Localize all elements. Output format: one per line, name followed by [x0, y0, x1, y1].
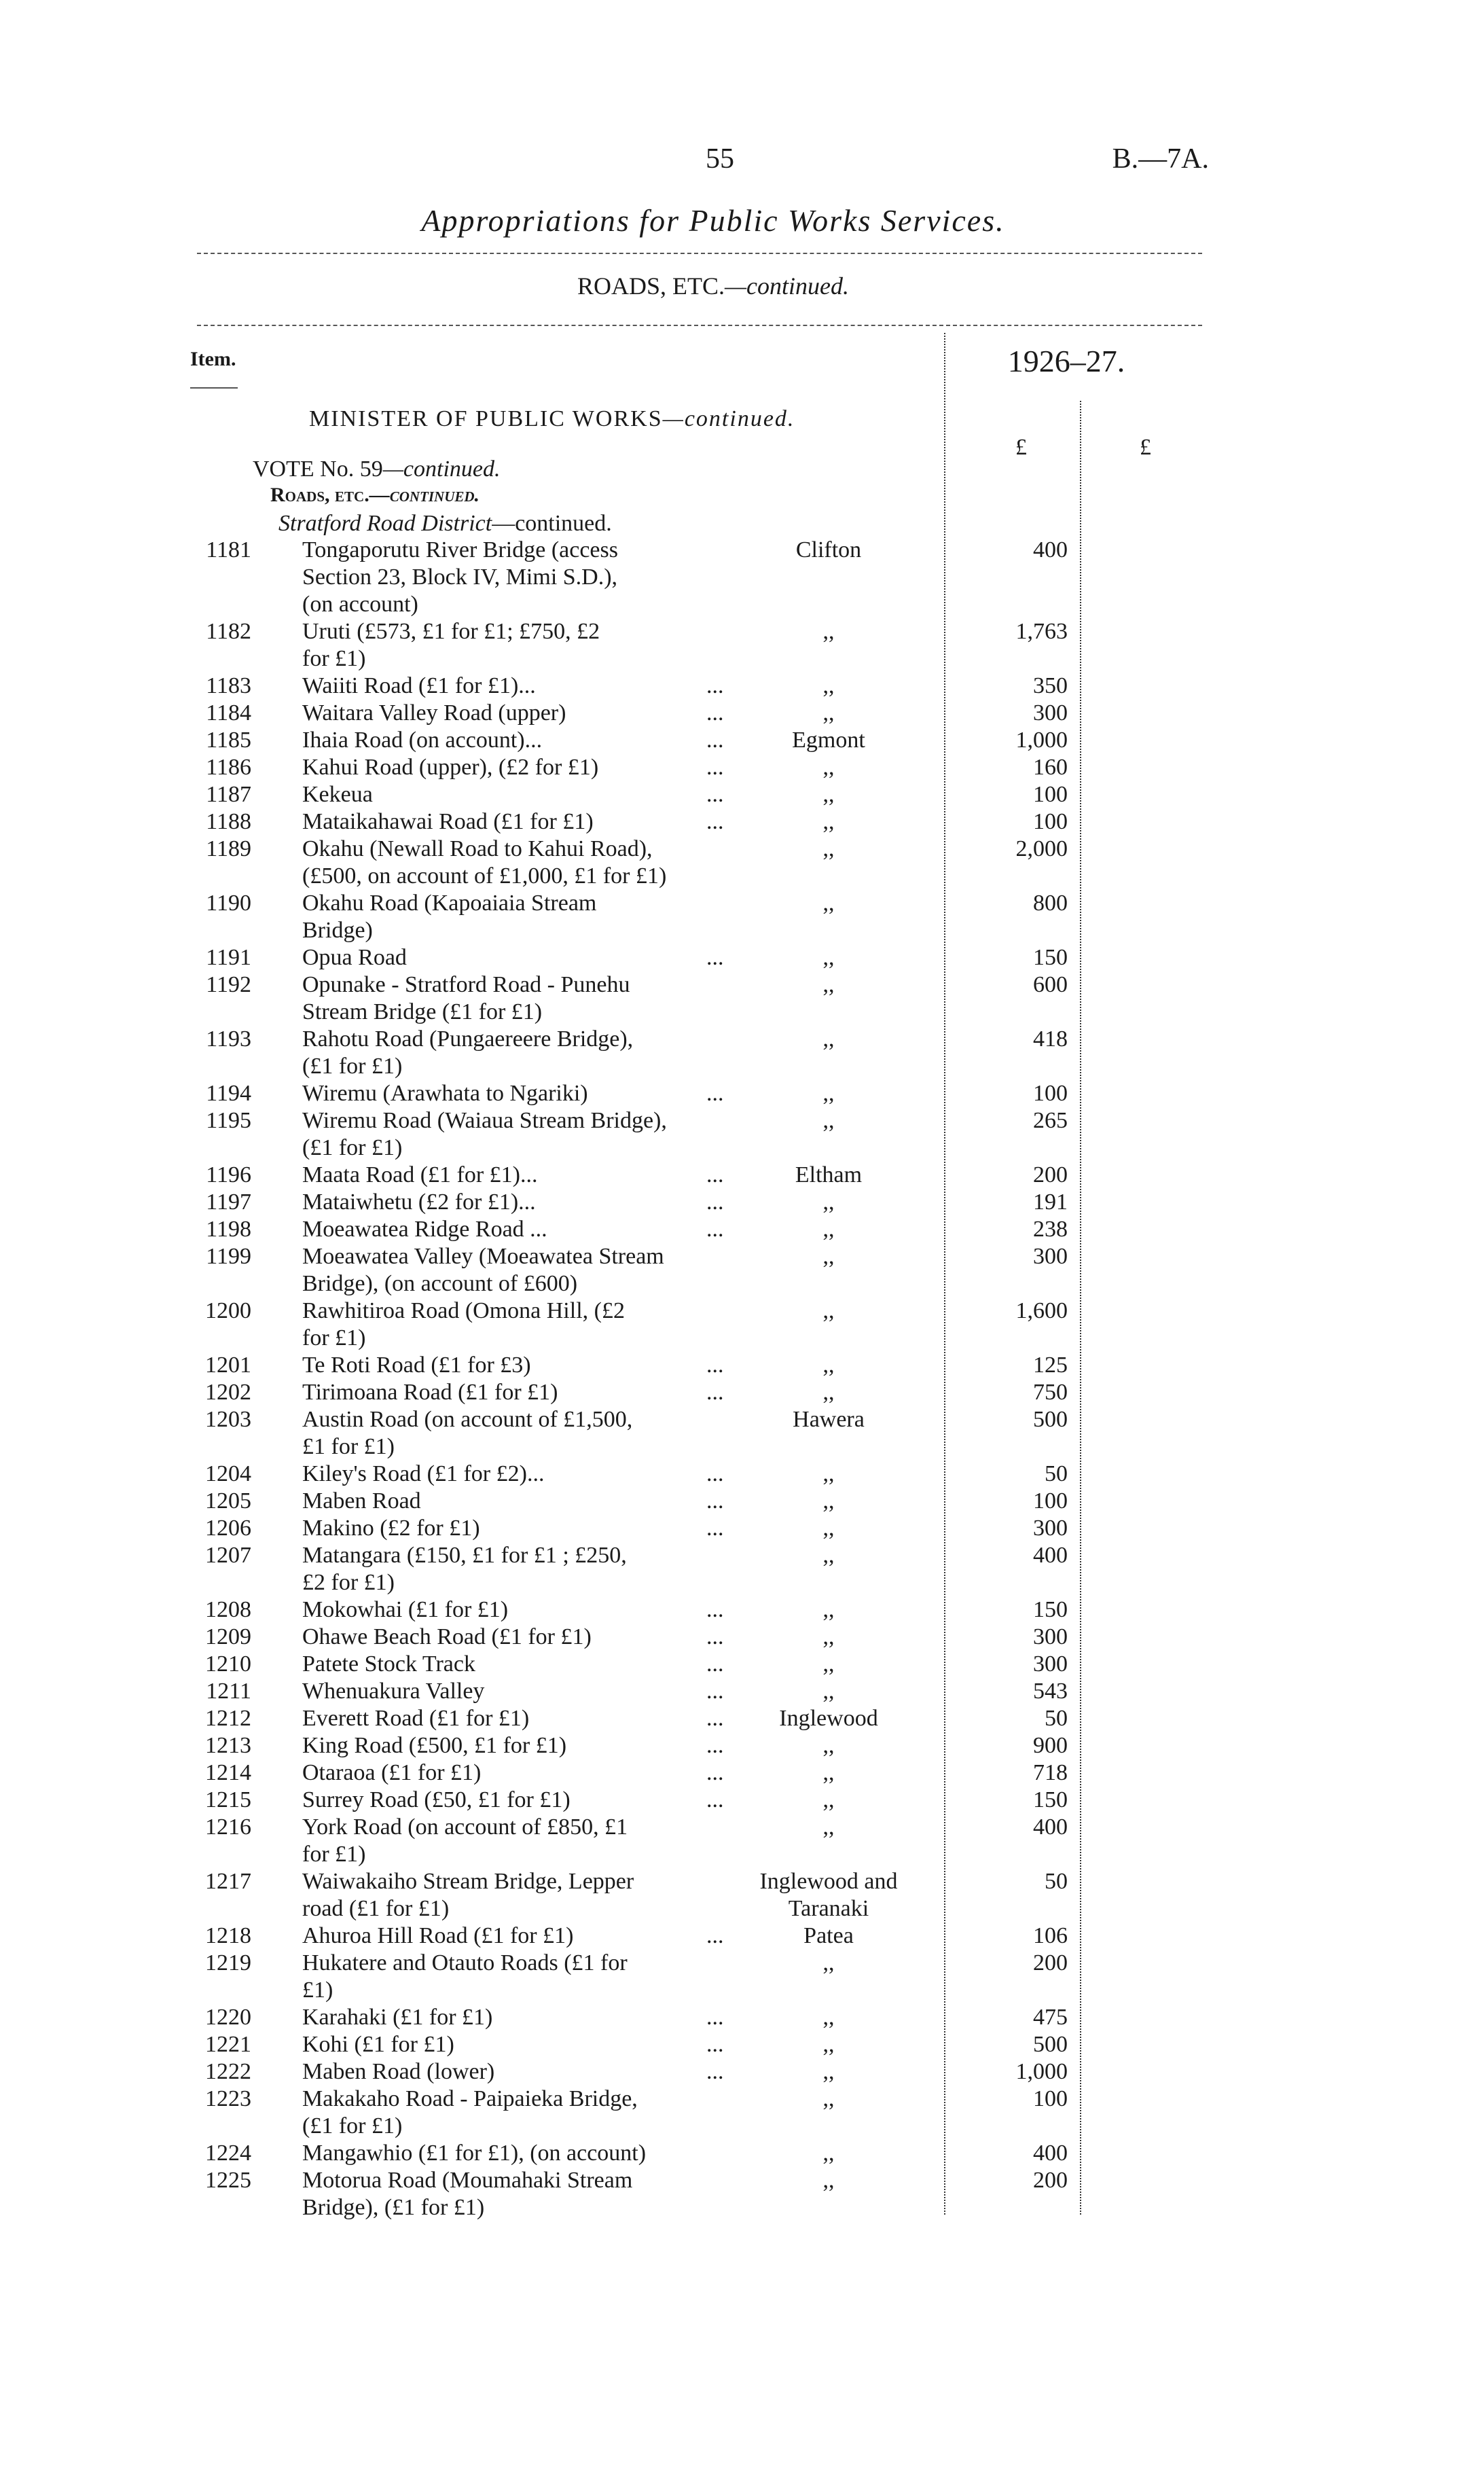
- item-district: ,,: [822, 1217, 835, 1242]
- item-description: Ihaia Road (on account)...: [302, 728, 543, 753]
- item-description: Moeawatea Ridge Road ...: [302, 1217, 547, 1242]
- vote-heading: [253, 457, 501, 482]
- item-description: Patete Stock Track: [302, 1651, 475, 1677]
- place-column-rule: [944, 333, 945, 2215]
- item-amount: 150: [1033, 945, 1068, 970]
- item-number: 1211: [206, 1679, 251, 1704]
- item-description: Tongaporutu River Bridge (access Section 23, Block IV, Mimi S.D.), (on account): [302, 537, 618, 617]
- pound-symbol-2: £: [1140, 435, 1151, 460]
- item-district: ,,: [822, 2168, 835, 2193]
- item-number: 1200: [205, 1298, 251, 1323]
- item-number: 1194: [206, 1081, 251, 1106]
- item-description: Austin Road (on account of £1,500, £1 for £1): [302, 1407, 633, 1459]
- document-reference: B.—7A.: [1112, 143, 1209, 175]
- item-district: ,,: [822, 1380, 835, 1405]
- item-district: ,,: [822, 619, 835, 644]
- item-district: ,,: [822, 782, 835, 807]
- item-description: Surrey Road (£50, £1 for £1): [302, 1787, 571, 1812]
- item-amount: 100: [1033, 2086, 1068, 2111]
- district-heading: [278, 511, 612, 537]
- item-district: Egmont: [792, 728, 865, 753]
- item-district: Hawera: [793, 1407, 865, 1432]
- item-district: ,,: [822, 2032, 835, 2057]
- item-description: Kohi (£1 for £1): [302, 2032, 454, 2057]
- leader-dots: ...: [706, 1760, 724, 1785]
- pound-symbol-1: £: [1015, 435, 1027, 460]
- item-district: Eltham: [795, 1162, 863, 1187]
- item-amount: 1,600: [1015, 1298, 1068, 1323]
- ministry-heading: [309, 406, 795, 432]
- leader-dots: ...: [706, 2059, 724, 2084]
- district-continued: —continued.: [492, 511, 612, 536]
- item-district: ,,: [822, 1081, 835, 1106]
- item-amount: 500: [1033, 2032, 1068, 2057]
- item-description: Makino (£2 for £1): [302, 1516, 480, 1541]
- item-number: 1218: [205, 1923, 251, 1948]
- item-district: ,,: [822, 1189, 835, 1215]
- item-header-rule: [190, 387, 238, 389]
- item-district: ,,: [822, 945, 835, 970]
- item-amount: 350: [1033, 673, 1068, 698]
- item-district: ,,: [822, 700, 835, 726]
- item-district: ,,: [822, 1108, 835, 1133]
- leader-dots: ...: [706, 1923, 724, 1948]
- leader-dots: ...: [706, 673, 724, 698]
- item-district: ,,: [822, 2059, 835, 2084]
- district-name: Stratford Road District: [278, 511, 492, 536]
- item-amount: 300: [1033, 1651, 1068, 1677]
- item-description: Opunake - Stratford Road - Punehu Stream Bridge (£1 for £1): [302, 972, 630, 1024]
- leader-dots: ...: [706, 2005, 724, 2030]
- item-amount: 400: [1033, 1543, 1068, 1568]
- item-district: ,,: [822, 1651, 835, 1677]
- leader-dots: ...: [706, 945, 724, 970]
- item-number: 1190: [206, 891, 251, 916]
- item-amount: 50: [1045, 1706, 1068, 1731]
- item-amount: 1,763: [1015, 619, 1068, 644]
- item-number: 1205: [205, 1488, 251, 1514]
- item-number: 1193: [206, 1026, 251, 1052]
- item-district: ,,: [822, 1624, 835, 1649]
- leader-dots: ...: [706, 1217, 724, 1242]
- vote-label: VOTE No. 59: [253, 457, 383, 482]
- item-amount: 400: [1033, 2141, 1068, 2166]
- item-number: 1203: [205, 1407, 251, 1432]
- item-amount: 500: [1033, 1407, 1068, 1432]
- item-description: Whenuakura Valley: [302, 1679, 485, 1704]
- vote-continued: —continued.: [382, 457, 501, 482]
- item-number: 1221: [205, 2032, 251, 2057]
- item-district: ,,: [822, 891, 835, 916]
- item-description: Hukatere and Otauto Roads (£1 for £1): [302, 1950, 628, 2003]
- item-number: 1210: [205, 1651, 251, 1677]
- item-amount: 100: [1033, 782, 1068, 807]
- item-amount: 100: [1033, 1081, 1068, 1106]
- item-number: 1214: [205, 1760, 251, 1785]
- item-number: 1224: [205, 2141, 251, 2166]
- item-description: York Road (on account of £850, £1 for £1): [302, 1814, 628, 1867]
- item-description: Wiremu Road (Waiaua Stream Bridge), (£1 for £1): [302, 1108, 667, 1160]
- item-description: Makakaho Road - Paipaieka Bridge, (£1 for £1): [302, 2086, 638, 2139]
- item-description: Maata Road (£1 for £1)...: [302, 1162, 538, 1187]
- subhead-heading: [270, 484, 479, 507]
- item-description: Motorua Road (Moumahaki Stream Bridge), (£1 for £1): [302, 2168, 633, 2220]
- item-number: 1202: [205, 1380, 251, 1405]
- item-description: Mangawhio (£1 for £1), (on account): [302, 2141, 647, 2166]
- item-description: Otaraoa (£1 for £1): [302, 1760, 482, 1785]
- item-number: 1182: [206, 619, 251, 644]
- item-number: 1189: [206, 836, 251, 861]
- item-amount: 191: [1033, 1189, 1068, 1215]
- item-amount: 718: [1033, 1760, 1068, 1785]
- item-number: 1181: [206, 537, 251, 562]
- item-district: ,,: [822, 1679, 835, 1704]
- leader-dots: ...: [706, 1516, 724, 1541]
- item-description: Uruti (£573, £1 for £1; £750, £2 for £1): [302, 619, 600, 671]
- item-description: Kiley's Road (£1 for £2)...: [302, 1461, 545, 1486]
- item-amount: 800: [1033, 891, 1068, 916]
- ministry-continued: —continued.: [662, 406, 795, 431]
- leader-dots: ...: [706, 1597, 724, 1622]
- item-amount: 1,000: [1015, 2059, 1068, 2084]
- item-district: ,,: [822, 1787, 835, 1812]
- item-district: ,,: [822, 972, 835, 997]
- item-amount: 100: [1033, 809, 1068, 834]
- item-number: 1216: [205, 1814, 251, 1840]
- item-amount: 50: [1045, 1461, 1068, 1486]
- item-district: ,,: [822, 1760, 835, 1785]
- leader-dots: ...: [706, 1488, 724, 1514]
- item-number: 1213: [205, 1733, 251, 1758]
- section-name: ROADS, ETC.: [577, 272, 725, 300]
- leader-dots: ...: [706, 1353, 724, 1378]
- item-amount: 106: [1033, 1923, 1068, 1948]
- leader-dots: ...: [706, 1733, 724, 1758]
- item-district: ,,: [822, 1353, 835, 1378]
- item-district: ,,: [822, 809, 835, 834]
- item-description: Kahui Road (upper), (£2 for £1): [302, 755, 599, 780]
- leader-dots: ...: [706, 1651, 724, 1677]
- item-number: 1223: [205, 2086, 251, 2111]
- item-district: ,,: [822, 1733, 835, 1758]
- subhead-continued: —continued.: [369, 484, 480, 506]
- leader-dots: ...: [706, 809, 724, 834]
- item-number: 1206: [205, 1516, 251, 1541]
- item-amount: 50: [1045, 1869, 1068, 1894]
- item-district: Inglewood and Taranaki: [759, 1869, 898, 1921]
- item-description: Ohawe Beach Road (£1 for £1): [302, 1624, 592, 1649]
- leader-dots: ...: [706, 1162, 724, 1187]
- item-number: 1187: [206, 782, 251, 807]
- item-description: Kekeua: [302, 782, 373, 807]
- item-number: 1184: [206, 700, 251, 726]
- item-district: ,,: [822, 1298, 835, 1323]
- item-description: Mataiwhetu (£2 for £1)...: [302, 1189, 536, 1215]
- item-district: ,,: [822, 1950, 835, 1975]
- item-description: Matangara (£150, £1 for £1 ; £250, £2 for £1): [302, 1543, 627, 1595]
- item-amount: 900: [1033, 1733, 1068, 1758]
- section-title: [204, 272, 1223, 300]
- item-description: Tirimoana Road (£1 for £1): [302, 1380, 558, 1405]
- item-district: ,,: [822, 1516, 835, 1541]
- item-number: 1208: [205, 1597, 251, 1622]
- item-district: ,,: [822, 673, 835, 698]
- item-description: Okahu Road (Kapoaiaia Stream Bridge): [302, 891, 597, 943]
- item-district: ,,: [822, 1597, 835, 1622]
- leader-dots: ...: [706, 728, 724, 753]
- item-number: 1198: [206, 1217, 251, 1242]
- item-amount: 600: [1033, 972, 1068, 997]
- item-amount: 160: [1033, 755, 1068, 780]
- item-description: King Road (£500, £1 for £1): [302, 1733, 567, 1758]
- item-description: Mokowhai (£1 for £1): [302, 1597, 509, 1622]
- item-district: ,,: [822, 2005, 835, 2030]
- item-number: 1192: [206, 972, 251, 997]
- item-amount: 2,000: [1015, 836, 1068, 861]
- item-number: 1215: [205, 1787, 251, 1812]
- leader-dots: ...: [706, 1679, 724, 1704]
- leader-dots: ...: [706, 1624, 724, 1649]
- item-number: 1196: [206, 1162, 251, 1187]
- item-description: Wiremu (Arawhata to Ngariki): [302, 1081, 588, 1106]
- leader-dots: ...: [706, 1189, 724, 1215]
- item-amount: 300: [1033, 1624, 1068, 1649]
- item-amount: 543: [1033, 1679, 1068, 1704]
- item-description: Rawhitiroa Road (Omona Hill, (£2 for £1): [302, 1298, 625, 1350]
- year-column-header: 1926–27.: [1007, 344, 1125, 378]
- item-district: Inglewood: [779, 1706, 878, 1731]
- item-description: Moeawatea Valley (Moeawatea Stream Bridge), (on account of £600): [302, 1244, 664, 1296]
- item-district: Clifton: [795, 537, 862, 562]
- item-amount: 418: [1033, 1026, 1068, 1052]
- item-amount: 1,000: [1015, 728, 1068, 753]
- item-amount: 200: [1033, 1162, 1068, 1187]
- item-description: Waiwakaiho Stream Bridge, Lepper road (£1 for £1): [302, 1869, 634, 1921]
- item-description: Te Roti Road (£1 for £3): [302, 1353, 531, 1378]
- item-district: ,,: [822, 836, 835, 861]
- leader-dots: ...: [706, 782, 724, 807]
- item-number: 1185: [206, 728, 251, 753]
- item-description: Rahotu Road (Pungaereere Bridge), (£1 for £1): [302, 1026, 634, 1079]
- item-column-header: Item.: [190, 348, 236, 370]
- item-district: Patea: [803, 1923, 854, 1948]
- item-amount: 125: [1033, 1353, 1068, 1378]
- item-number: 1201: [205, 1353, 251, 1378]
- item-amount: 100: [1033, 1488, 1068, 1514]
- item-amount: 750: [1033, 1380, 1068, 1405]
- item-number: 1186: [206, 755, 251, 780]
- item-amount: 400: [1033, 1814, 1068, 1840]
- item-amount: 150: [1033, 1597, 1068, 1622]
- item-description: Ahuroa Hill Road (£1 for £1): [302, 1923, 574, 1948]
- item-number: 1217: [205, 1869, 251, 1894]
- item-description: Mataikahawai Road (£1 for £1): [302, 809, 594, 834]
- item-amount: 400: [1033, 537, 1068, 562]
- item-amount: 475: [1033, 2005, 1068, 2030]
- leader-dots: ...: [706, 1706, 724, 1731]
- item-district: ,,: [822, 1026, 835, 1052]
- item-district: ,,: [822, 1244, 835, 1269]
- document-title: Appropriations for Public Works Services.: [421, 203, 1005, 238]
- item-description: Okahu (Newall Road to Kahui Road), (£500, on account of £1,000, £1 for £1): [302, 836, 667, 889]
- leader-dots: ...: [706, 755, 724, 780]
- item-amount: 300: [1033, 1516, 1068, 1541]
- item-description: Opua Road: [302, 945, 407, 970]
- amount-column-rule: [1080, 401, 1081, 2215]
- leader-dots: ...: [706, 1461, 724, 1486]
- item-description: Maben Road (lower): [302, 2059, 495, 2084]
- item-number: 1222: [205, 2059, 251, 2084]
- leader-dots: ...: [706, 1380, 724, 1405]
- item-amount: 300: [1033, 1244, 1068, 1269]
- item-amount: 200: [1033, 2168, 1068, 2193]
- item-number: 1188: [206, 809, 251, 834]
- item-description: Everett Road (£1 for £1): [302, 1706, 530, 1731]
- item-number: 1212: [205, 1706, 251, 1731]
- leader-dots: ...: [706, 700, 724, 726]
- leader-dots: ...: [706, 1787, 724, 1812]
- item-number: 1195: [206, 1108, 251, 1133]
- item-description: Waitara Valley Road (upper): [302, 700, 566, 726]
- item-number: 1204: [205, 1461, 251, 1486]
- leader-dots: ...: [706, 1081, 724, 1106]
- item-district: ,,: [822, 1543, 835, 1568]
- item-amount: 238: [1033, 1217, 1068, 1242]
- item-description: Maben Road: [302, 1488, 421, 1514]
- item-amount: 150: [1033, 1787, 1068, 1812]
- item-number: 1207: [205, 1543, 251, 1568]
- item-district: ,,: [822, 2141, 835, 2166]
- item-number: 1225: [205, 2168, 251, 2193]
- page-number: 55: [706, 143, 734, 175]
- item-description: Waiiti Road (£1 for £1)...: [302, 673, 536, 698]
- item-district: ,,: [822, 755, 835, 780]
- item-district: ,,: [822, 1461, 835, 1486]
- item-number: 1197: [206, 1189, 251, 1215]
- item-description: Karahaki (£1 for £1): [302, 2005, 493, 2030]
- item-amount: 300: [1033, 700, 1068, 726]
- item-number: 1183: [206, 673, 251, 698]
- item-district: ,,: [822, 1814, 835, 1840]
- item-number: 1191: [206, 945, 251, 970]
- item-number: 1219: [205, 1950, 251, 1975]
- item-number: 1209: [205, 1624, 251, 1649]
- item-district: ,,: [822, 1488, 835, 1514]
- item-district: ,,: [822, 2086, 835, 2111]
- item-amount: 265: [1033, 1108, 1068, 1133]
- title-rule: [197, 253, 1202, 254]
- ministry-name: MINISTER OF PUBLIC WORKS: [309, 406, 663, 431]
- section-continued: —continued.: [725, 272, 849, 300]
- item-number: 1199: [206, 1244, 251, 1269]
- item-number: 1220: [205, 2005, 251, 2030]
- item-amount: 200: [1033, 1950, 1068, 1975]
- leader-dots: ...: [706, 2032, 724, 2057]
- subhead-label: Roads, etc.: [270, 484, 369, 506]
- section-rule: [197, 325, 1202, 326]
